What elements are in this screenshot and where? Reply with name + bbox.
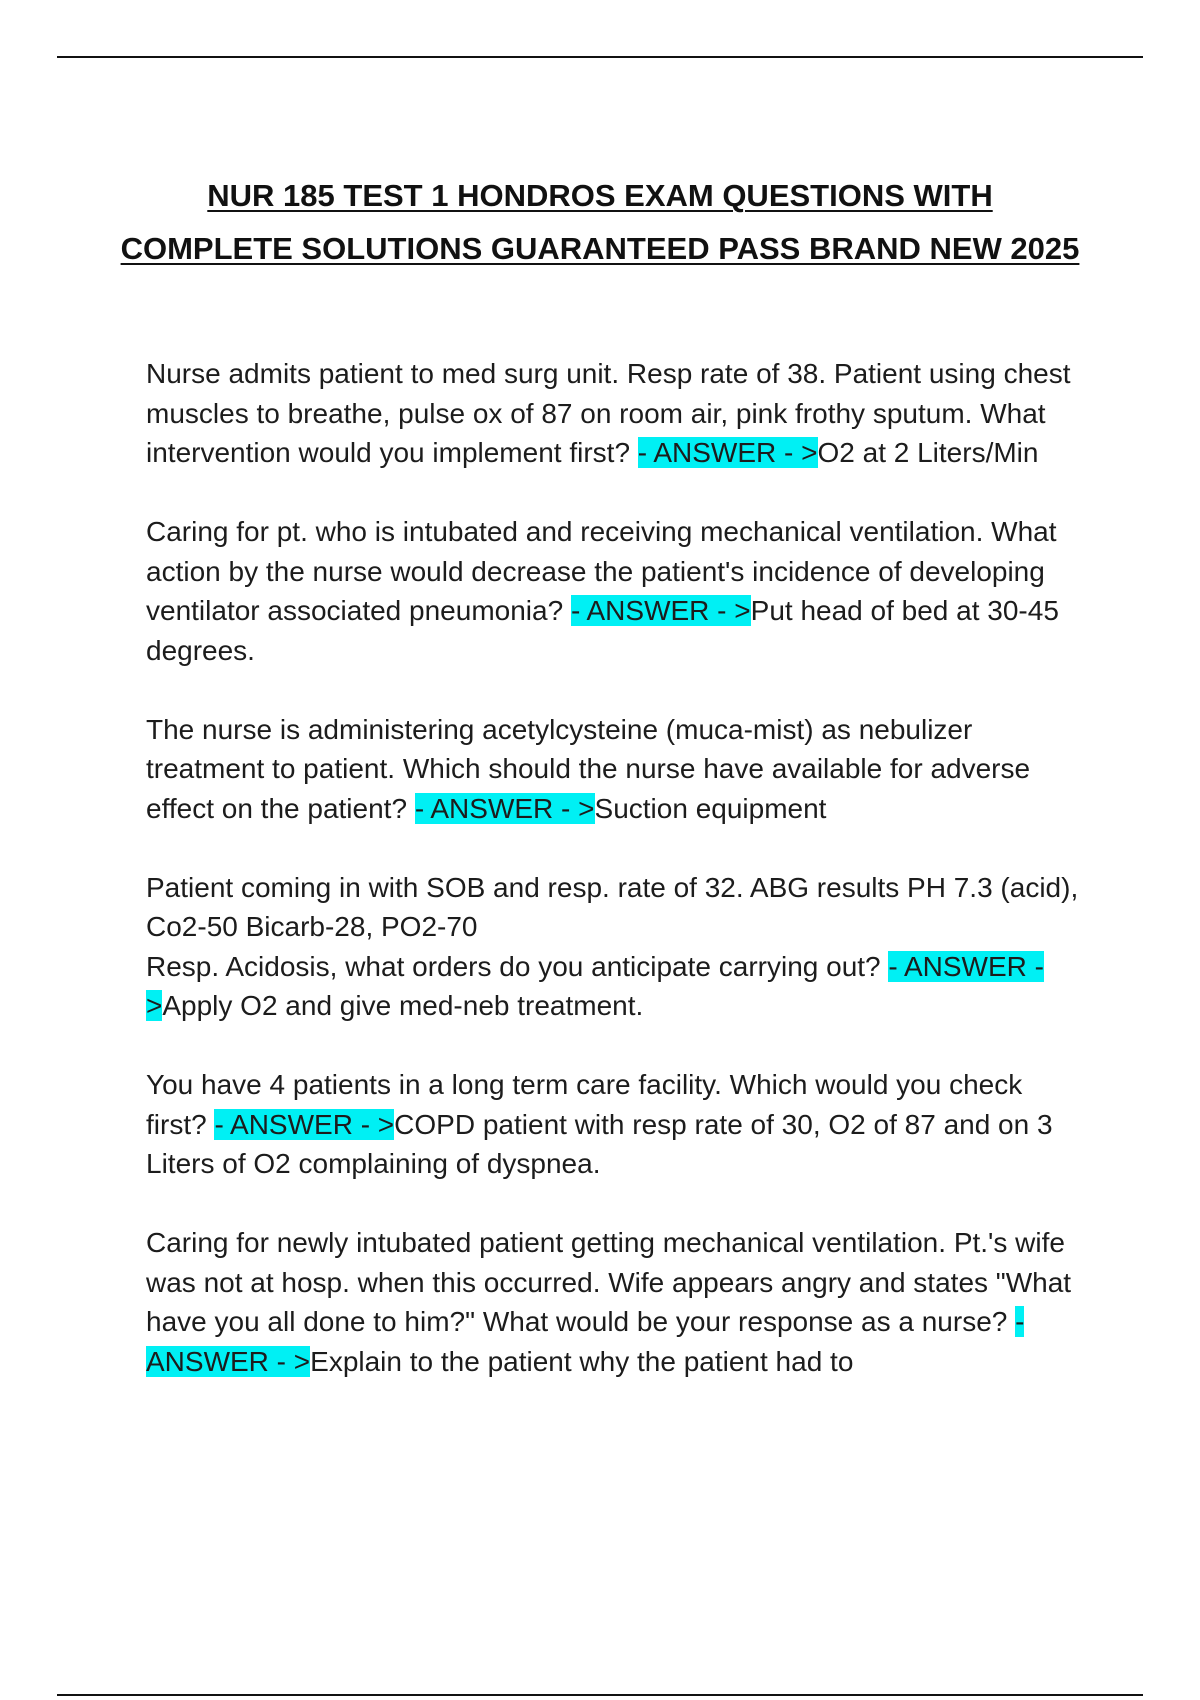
answer-marker: - ANSWER - > [146, 950, 1044, 1021]
qa-item-5 [146, 1065, 1086, 1184]
qa-list [146, 354, 1086, 1421]
answer-text: Explain to the patient why the patient had to [310, 1345, 854, 1377]
bottom-rule [57, 1694, 1143, 1696]
answer-marker: - ANSWER - > [637, 437, 818, 468]
answer-text: Suction equipment [594, 792, 827, 824]
answer-marker: - ANSWER - > [414, 792, 595, 824]
qa-item-2 [146, 512, 1086, 670]
question-text: Caring for pt. who is intubated and receiving mechanical ventilation. What action by the nurse would decrease the patient's incidence of developing ventilator associated pneumonia? [146, 516, 1057, 626]
question-text: Patient coming in with SOB and resp. rate of 32. ABG results PH 7.3 (acid), Co2-50 Bicarb-28, PO2-70 Resp. Acidosis, what orders do you anticipate carrying out? [146, 871, 1079, 982]
qa-item-3 [146, 710, 1086, 829]
qa-item-6 [146, 1223, 1086, 1381]
answer-text: Put head of bed at 30-45 degrees. [146, 595, 1059, 666]
answer-marker: - ANSWER - > [146, 1306, 1025, 1377]
answer-text: Apply O2 and give med-neb treatment. [162, 990, 644, 1021]
qa-item-1 [146, 354, 1086, 473]
document-title: NUR 185 TEST 1 HONDROS EXAM QUESTIONS WITH COMPLETE SOLUTIONS GUARANTEED PASS BRAND NEW 2025 [120, 177, 1080, 266]
question-text: You have 4 patients in a long term care facility. Which would you check first? [146, 1069, 1023, 1140]
question-text: The nurse is administering acetylcysteine (muca-mist) as nebulizer treatment to patient. Which should the nurse have available for adverse effect on the patient? [146, 713, 1031, 824]
question-text: Caring for newly intubated patient getting mechanical ventilation. Pt.'s wife was not at hosp. when this occurred. Wife appears angry and states "What have you all done to him?" What would be your response as a nurse? [146, 1227, 1072, 1337]
answer-marker: - ANSWER - > [570, 595, 751, 626]
answer-text: COPD patient with resp rate of 30, O2 of 87 and on 3 Liters of O2 complaining of dyspnea. [146, 1108, 1053, 1179]
top-rule [57, 56, 1143, 58]
question-text: Nurse admits patient to med surg unit. Resp rate of 38. Patient using chest muscles to breathe, pulse ox of 87 on room air, pink frothy sputum. What intervention would you implement first? [146, 358, 1071, 468]
answer-text: O2 at 2 Liters/Min [817, 437, 1039, 468]
qa-item-4 [146, 868, 1086, 1026]
answer-marker: - ANSWER - > [214, 1108, 395, 1140]
